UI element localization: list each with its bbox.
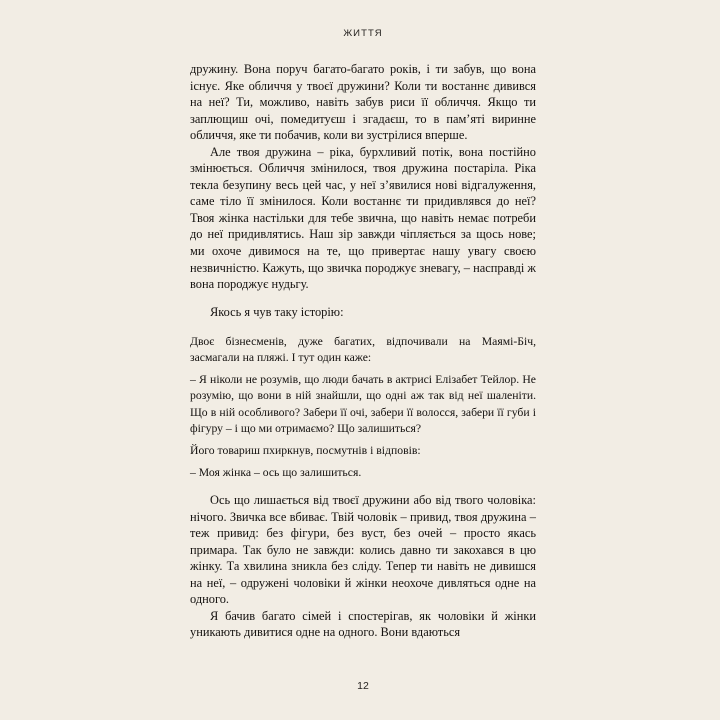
paragraph-spacer bbox=[190, 481, 536, 492]
quote-paragraph: – Моя жінка – ось що залишиться. bbox=[190, 465, 362, 479]
paragraph: Ось що лишається від твоєї дружини або від твого чоловіка: нічого. Звичка все вбиває. Твій чоловік – привид, твоя дружина – теж привид: без фігури, без вуст, без очей – просто якась примара. Так було не завжди: колись давно ти закохався в цю жінку. Та хвилина зникла без сліду. Тепер ти навіть не дивишся на неї, – одружені чоловіки й жінки неохоче дивляться одне на одного. bbox=[190, 492, 536, 607]
quote-paragraph: – Я ніколи не розумів, що люди бачать в актрисі Елізабет Тейлор. Не розумію, що вони в ній знайшли, що одні аж так від неї шаленіти. Що в ній особливого? Забери її очі, забери її волосся, забери її губи і фігуру – і що ми отримаємо? Що залишиться? bbox=[190, 373, 536, 435]
text-block bbox=[190, 28, 536, 692]
quote-paragraph: Його товариш пхиркнув, посмутнів і відповів: bbox=[190, 443, 421, 457]
block-quote bbox=[190, 334, 536, 481]
running-head: ЖИТТЯ bbox=[343, 28, 383, 39]
paragraph-spacer bbox=[190, 293, 536, 304]
paragraph: Я бачив багато сімей і спостерігав, як чоловіки й жінки уникають дивитися одне на одного. Вони вдаються bbox=[190, 608, 536, 640]
page-number: 12 bbox=[357, 680, 369, 692]
quote-paragraph: Двоє бізнесменів, дуже багатих, відпочивали на Маямі-Біч, засмагали на пляжі. І тут один каже: bbox=[190, 335, 536, 365]
paragraph: дружину. Вона поруч багато-багато років, і ти забув, що вона існує. Яке обличчя у твоєї дружини? Коли ти востаннє дивився на неї? Ти, можливо, навіть забув риси її обличчя. Якщо ти заплющиш очі, помедитуєш і згадаєш, то в пам’яті виринне обличчя, яке ти побачив, коли ви зустрілися вперше. bbox=[190, 62, 536, 143]
paragraph: Але твоя дружина – ріка, бурхливий потік, вона постійно змінюється. Обличчя змінилося, твоя дружина постаріла. Ріка текла безупину весь цей час, у неї з’явилися нові відгалуження, саме тіло її змінилося. Коли востаннє ти придивлявся до неї? Твоя жінка настільки для тебе звична, що навіть немає потреби до неї придивлятись. Наш зір завжди чіпляється за щось нове; ми охоче дивимося на те, що привертає нашу увагу своєю незвичністю. Кажуть, що звичка породжує зневагу, – насправді ж вона породжує нудьгу. bbox=[190, 144, 536, 292]
body-text bbox=[190, 61, 536, 641]
paragraph: Якось я чув таку історію: bbox=[210, 304, 344, 319]
